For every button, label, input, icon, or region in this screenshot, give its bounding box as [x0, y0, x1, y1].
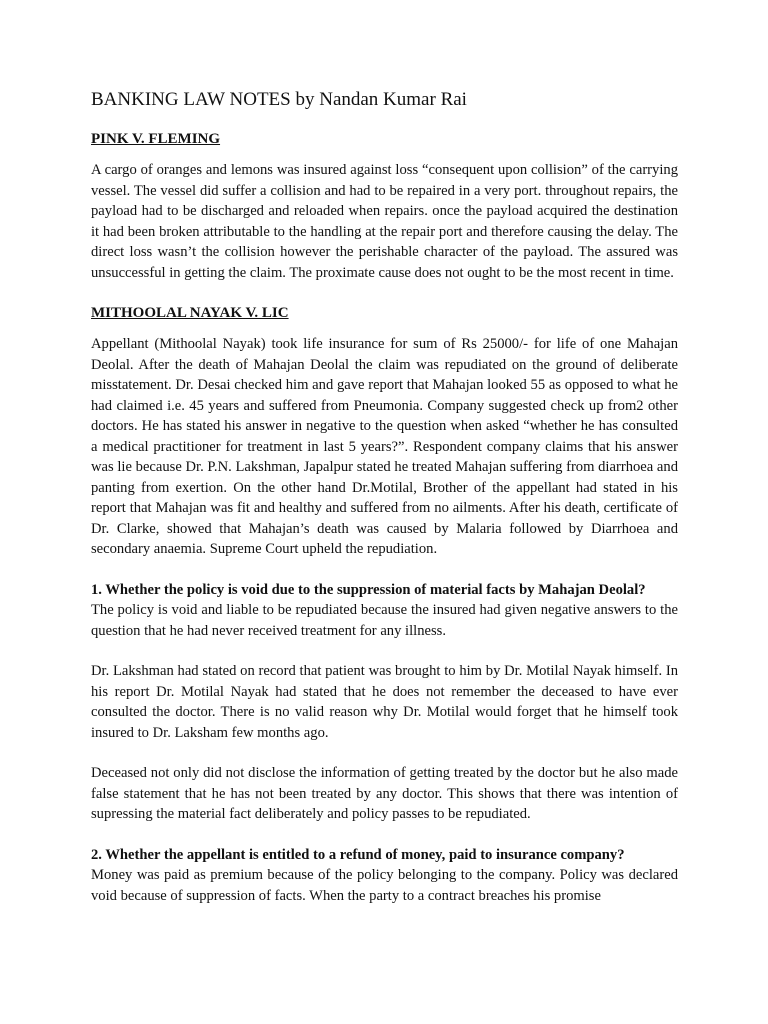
- document-page: [91, 88, 678, 926]
- question-block-1: [91, 580, 678, 642]
- question-1-paragraph: Deceased not only did not disclose the information of getting treated by the doctor but he also made false statement that he has not been treated by any doctor. This shows that there was intention of supressing the material fact deliberately and policy passes to be repudiated.: [91, 765, 678, 822]
- section-pink-v-fleming: [91, 129, 678, 283]
- question-block-2: [91, 845, 678, 907]
- section-paragraph: A cargo of oranges and lemons was insured against loss “consequent upon collision” of the carrying vessel. The vessel did suffer a collision and had to be repaired in a very port. throughout repairs, the payload had to be discharged and reloaded when repairs. once the payload acquired the destination it had been broken attributable to the handling at the repair port and therefore causing the delay. The direct loss wasn’t the collision however the perishable character of the payload. The assured was unsuccessful in getting the claim. The proximate cause does not ought to be the most recent in time.: [91, 162, 678, 281]
- section-mithoolal-nayak-v-lic: [91, 303, 678, 560]
- question-1-paragraph: Dr. Lakshman had stated on record that patient was brought to him by Dr. Motilal Nayak himself. In his report Dr. Motilal Nayak had stated that he does not remember the deceased to have ever consulted the doctor. There is no valid reason why Dr. Motilal would forget that he himself took insured to Dr. Laksham few months ago.: [91, 663, 678, 741]
- document-title: BANKING LAW NOTES by Nandan Kumar Rai: [91, 89, 467, 110]
- question-heading: 2. Whether the appellant is entitled to a refund of money, paid to insurance company?: [91, 846, 625, 863]
- question-answer: Money was paid as premium because of the policy belonging to the company. Policy was declared void because of suppression of facts. When the party to a contract breaches his promise: [91, 867, 678, 904]
- question-heading: 1. Whether the policy is void due to the suppression of material facts by Mahajan Deolal?: [91, 581, 646, 598]
- section-heading: MITHOOLAL NAYAK V. LIC: [91, 305, 289, 321]
- question-answer: The policy is void and liable to be repudiated because the insured had given negative answers to the question that he had never received treatment for any illness.: [91, 602, 678, 639]
- section-paragraph: Appellant (Mithoolal Nayak) took life insurance for sum of Rs 25000/- for life of one Mahajan Deolal. After the death of Mahajan Deolal the claim was repudiated on the ground of deliberate misstatement. Dr. Desai checked him and gave report that Mahajan looked 55 as opposed to what he had claimed i.e. 45 years and suffered from Pneumonia. Company suggested check up from2 other doctors. He has stated his answer in negative to the question when asked “whether he has consulted a medical practitioner for treatment in last 5 years?”. Respondent company claims that his answer was lie because Dr. P.N. Lakshman, Japalpur stated he treated Mahajan suffering from diarrhoea and panting from exertion. On the other hand Dr.Motilal, Brother of the appellant had stated in his report that Mahajan was fit and healthy and suffered from no ailments. After his death, certificate of Dr. Clarke, showed that Mahajan’s death was caused by Malaria followed by Diarrhoea and secondary anaemia. Supreme Court upheld the repudiation.: [91, 336, 678, 557]
- section-heading: PINK V. FLEMING: [91, 131, 221, 147]
